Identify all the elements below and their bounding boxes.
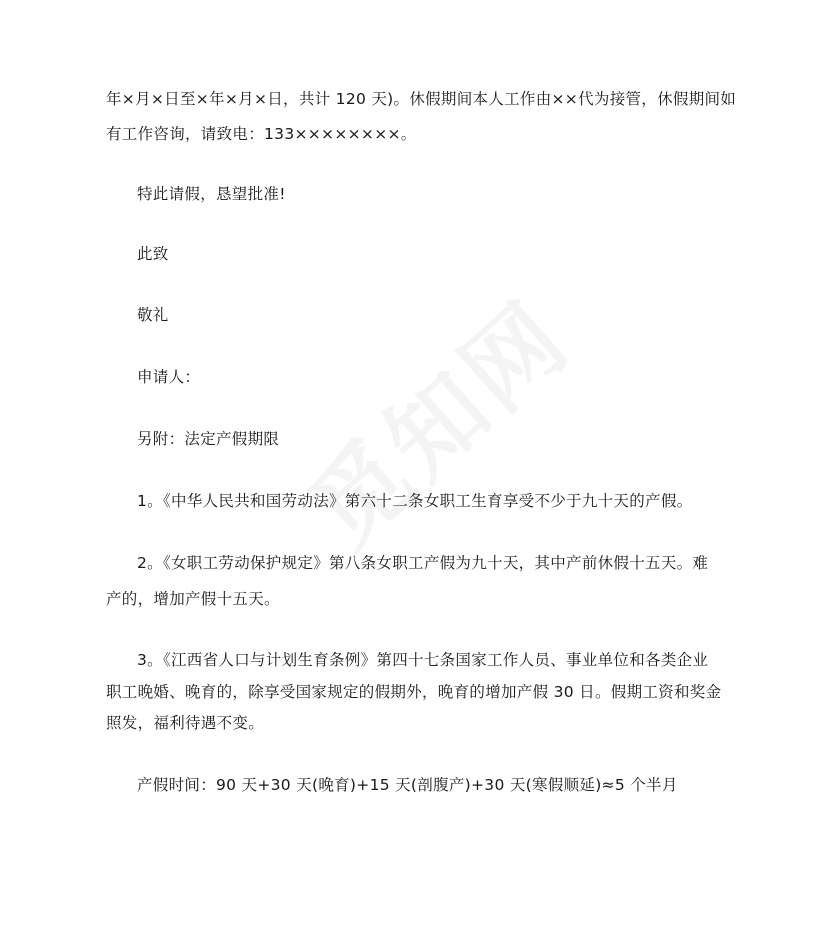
salutation-text: 此致 <box>137 245 169 263</box>
regards-text: 敬礼 <box>137 306 169 324</box>
law-item-2-continued: 产的，增加产假十五天。 <box>106 590 280 608</box>
law-item-1: 1。《中华人民共和国劳动法》第六十二条女职工生育享受不少于九十天的产假。 <box>137 492 693 510</box>
law-item-3: 3。《江西省人口与计划生育条例》第四十七条国家工作人员、事业单位和各类企业 <box>137 651 709 669</box>
leave-duration-summary: 产假时间：90 天+30 天(晚育)+15 天(剖腹产)+30 天(寒假顺延)≈5 个半月 <box>137 776 678 794</box>
law-item-2: 2。《女职工劳动保护规定》第八条女职工产假为九十天，其中产前休假十五天。难 <box>137 554 709 572</box>
paragraph-line: 年×月×日至×年×月×日，共计 120 天)。休假期间本人工作由××代为接管，休假期间如 <box>106 90 737 108</box>
paragraph-line: 有工作咨询，请致电：133××××××××。 <box>106 125 417 143</box>
applicant-label: 申请人： <box>137 368 201 386</box>
law-item-3-continued: 职工晚婚、晚育的，除享受国家规定的假期外，晚育的增加产假 30 日。假期工资和奖金 <box>106 683 722 701</box>
closing-request-text: 特此请假，恳望批准! <box>137 185 286 203</box>
appendix-heading: 另附：法定产假期限 <box>137 430 280 448</box>
law-item-3-continued: 照发，福利待遇不变。 <box>106 714 265 732</box>
